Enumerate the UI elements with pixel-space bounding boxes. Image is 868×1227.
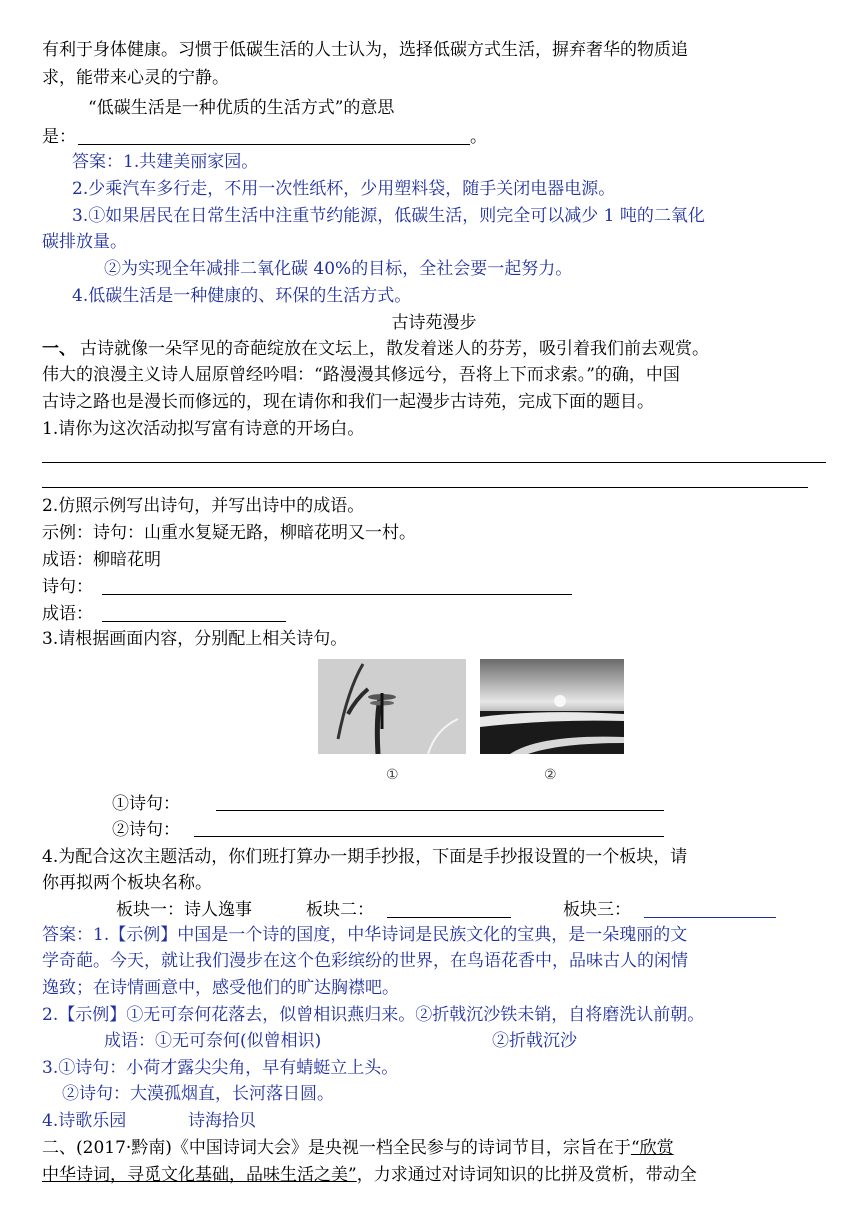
part2-quote: “欣赏 (630, 1138, 674, 1158)
question-4: 4.为配合这次主题活动，你们班打算办一期手抄报，下面是手抄报设置的一个板块，请 (42, 847, 688, 867)
text-line: 求，能带来心灵的宁静。 (42, 68, 229, 88)
answer-blank[interactable] (78, 144, 470, 145)
question-prefix: 是： (42, 127, 76, 147)
question-4: 你再拟两个板块名称。 (42, 873, 212, 893)
answer-line: 4.诗歌乐园 (42, 1111, 127, 1131)
answer-line: 学奇葩。今天，就让我们漫步在这个色彩缤纷的世界，在鸟语花香中，品味古人的闲情 (42, 951, 688, 971)
part2-line (42, 1135, 674, 1161)
section-number: 一、 (42, 339, 76, 359)
answer-line: 逸致；在诗情画意中，感受他们的旷达胸襟吧。 (42, 978, 399, 998)
answer-line: 碳排放量。 (42, 232, 127, 252)
board-item: 板块二： (306, 900, 374, 920)
answer-blank[interactable] (42, 462, 826, 463)
poem-label: 诗句： (42, 577, 93, 597)
board-item: 板块三： (563, 900, 631, 920)
answer-line: 诗海拾贝 (188, 1111, 256, 1131)
answer-line: 答案：1.【示例】中国是一个诗的国度，中华诗词是民族文化的宝典，是一朵瑰丽的文 (42, 925, 688, 945)
question-text: “低碳生活是一种优质的生活方式”的意思 (88, 98, 395, 118)
idiom-blank[interactable] (102, 621, 286, 622)
part2-text: 二、(2017·黔南)《中国诗词大会》是央视一档全民参与的诗词节目，宗旨在于 (42, 1138, 631, 1158)
answer-line: 3.①诗句：小荷才露尖尖角，早有蜻蜓立上头。 (42, 1058, 399, 1078)
answer-line: ②折戟沉沙 (492, 1031, 577, 1051)
board-blank[interactable] (387, 917, 511, 918)
answer-line: 4.低碳生活是一种健康的、环保的生活方式。 (72, 286, 412, 306)
image-caption: ① (386, 767, 399, 783)
intro-line: 伟大的浪漫主义诗人屈原曾经吟唱：“路漫漫其修远兮，吾将上下而求索。”的确，中国 (42, 365, 680, 385)
answer-blank[interactable] (42, 487, 808, 488)
poem-label: ②诗句： (112, 820, 180, 840)
intro-line: 古诗之路也是漫长而修远的，现在请你和我们一起漫步古诗苑，完成下面的题目。 (42, 392, 654, 412)
poem-blank[interactable] (102, 594, 572, 595)
question-1: 1.请你为这次活动拟写富有诗意的开场白。 (42, 419, 365, 439)
board-blank[interactable] (644, 917, 776, 918)
example-line: 成语：柳暗花明 (42, 550, 161, 570)
river-sunset-image (480, 659, 624, 754)
question-2: 2.仿照示例写出诗句，并写出诗中的成语。 (42, 496, 365, 516)
answer-line: 答案：1.共建美丽家园。 (72, 152, 259, 172)
answer-line: ②为实现全年减排二氧化碳 40%的目标，全社会要一起努力。 (104, 259, 573, 279)
intro-line: 古诗就像一朵罕见的奇葩绽放在文坛上，散发着迷人的芬芳，吸引着我们前去观赏。 (80, 339, 709, 359)
part2-text: ，力求通过对诗词知识的比拼及赏析，带动全 (356, 1165, 697, 1185)
dragonfly-image (318, 659, 466, 754)
answer-line: 2.少乘汽车多行走，不用一次性纸杯，少用塑料袋，随手关闭电器电源。 (72, 179, 616, 199)
section-title: 古诗苑漫步 (391, 313, 477, 333)
answer-line: 2.【示例】①无可奈何花落去，似曾相识燕归来。②折戟沉沙铁未销，自将磨洗认前朝。 (42, 1005, 705, 1025)
question-suffix: 。 (470, 127, 487, 147)
part2-quote: 中华诗词，寻觅文化基础，品味生活之美” (42, 1165, 357, 1185)
board-item: 板块一：诗人逸事 (116, 900, 252, 920)
part2-line (42, 1162, 697, 1188)
answer-line: 3.①如果居民在日常生活中注重节约能源，低碳生活，则完全可以减少 1 吨的二氧化 (72, 206, 705, 226)
poem-label: ①诗句： (112, 794, 180, 814)
idiom-label: 成语： (42, 604, 93, 624)
question-3: 3.请根据画面内容，分别配上相关诗句。 (42, 629, 348, 649)
answer-line: 成语：①无可奈何(似曾相识) (104, 1031, 322, 1051)
image-caption: ② (544, 767, 557, 783)
poem-blank[interactable] (194, 836, 664, 837)
answer-line: ②诗句：大漠孤烟直，长河落日圆。 (62, 1084, 334, 1104)
example-line: 示例：诗句：山重水复疑无路，柳暗花明又一村。 (42, 523, 416, 543)
text-line: 有利于身体健康。习惯于低碳生活的人士认为，选择低碳方式生活，摒弃奢华的物质追 (42, 40, 688, 60)
poem-blank[interactable] (216, 810, 664, 811)
